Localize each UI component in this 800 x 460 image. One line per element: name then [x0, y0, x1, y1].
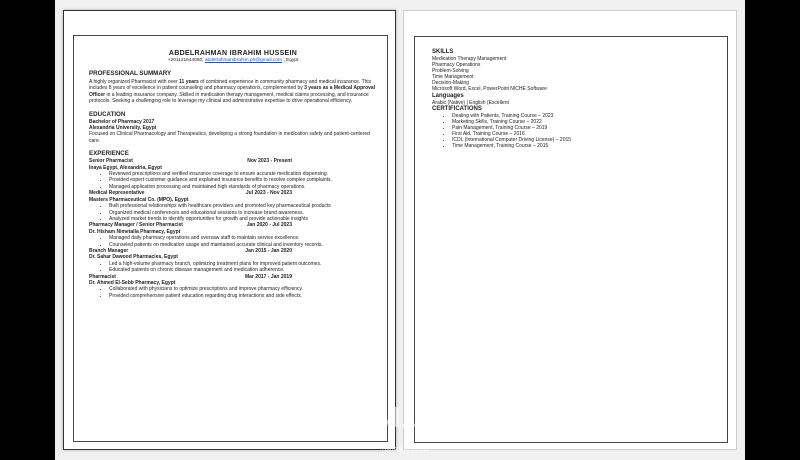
- job-bullet: • Led a high-volume pharmacy branch, optimizing treatment plans for improved patient outcomes.: [109, 261, 377, 267]
- certification-item: • Dealing with Patients, Training Course – 2023: [452, 113, 717, 119]
- job-company: Masters Pharmaceutical Co. (MPO), Egypt: [89, 196, 189, 203]
- job-bullet: • Educated patients on chronic disease management and medication adherence.: [109, 267, 377, 273]
- education-heading: EDUCATION: [89, 110, 126, 118]
- job-dates: Nov 2023 - Present: [247, 158, 292, 165]
- education-focus: Focused on Clinical Pharmacology and Therapeutics, developing a strong foundation in medication safety and patient-centered care.: [89, 131, 370, 144]
- languages: Arabic (Native) | English (Excellent: [432, 99, 509, 106]
- job-bullet: • Collaborated with physicians to optimize prescriptions and improve pharmacy efficiency.: [109, 286, 377, 292]
- skill-item: Pharmacy Operations: [432, 62, 481, 69]
- job-bullet: • Reviewed prescriptions and verified insurance coverage to ensure accurate medication dispensing.: [109, 171, 377, 177]
- job-title: Branch Manager: [89, 247, 129, 254]
- page-1-content: [89, 50, 377, 299]
- job-dates: Jul 2023 - Nov 2023: [245, 190, 292, 197]
- job-dates: Jan 2015 - Jan 2020: [245, 247, 292, 254]
- job-title: Senior Pharmacist: [89, 158, 133, 165]
- page-1-border: [73, 35, 388, 442]
- skill-item: Microsoft Word, Excel, PowerPoint NICHE Software: [432, 86, 547, 93]
- contact-line: [89, 58, 377, 64]
- job-company: Dr. Hisham Nimetalla Pharmacy, Egypt: [89, 228, 181, 235]
- certification-item: • Time Management, Training Course – 2015: [452, 143, 717, 149]
- job-company: Dr. Sahar Dawood Pharmacies, Egypt: [89, 254, 178, 261]
- watermark-url: nafezly.com: [381, 444, 429, 454]
- experience-list: [89, 158, 377, 299]
- job-bullets: [89, 286, 377, 299]
- degree: Bachelor of Pharmacy 2017: [89, 118, 155, 125]
- certifications-list: [432, 113, 717, 150]
- job-company: Inaya Egypt, Alexandria, Egypt: [89, 164, 162, 171]
- certification-item: • First Aid, Training Course – 2016: [452, 131, 717, 137]
- resume-page-1: [63, 10, 396, 450]
- job-dates: Mar 2017 - Jan 2019: [245, 273, 292, 280]
- certification-item: • Pain Management, Training Course – 2019: [452, 125, 717, 131]
- experience-heading: EXPERIENCE: [89, 150, 129, 158]
- certification-item: • Marketing Skills, Training Course – 2022: [452, 119, 717, 125]
- job-title: Pharmacy Manager / Senior Pharmacist: [89, 222, 183, 229]
- job-bullets: [89, 171, 377, 190]
- location: ; Egypt: [283, 58, 299, 63]
- job-bullet: • Managed application processing and maintained high standards of pharmacy operations.: [109, 184, 377, 190]
- skill-item: Decision-Making: [432, 80, 469, 87]
- page-2-border: [414, 36, 728, 443]
- job-bullet: • Provided comprehensive patient education regarding drug interactions and side effects.: [109, 293, 377, 299]
- job-bullet: • Provided expert customer guidance and explained insurance benefits to resolve complex complaints.: [109, 177, 377, 183]
- document-viewer[interactable]: [55, 0, 745, 460]
- skills-heading: SKILLS: [432, 49, 454, 55]
- skill-item: Problem-Solving: [432, 68, 469, 75]
- phone-number: +201121644060;: [167, 58, 204, 63]
- job-company: Dr. Ahmed El-Sebb Pharmacy, Egypt: [89, 279, 176, 286]
- nafezly-watermark: [350, 404, 460, 460]
- job-bullet: • Counseled patients on medication usage and maintained accurate clinical and inventory records.: [109, 242, 377, 248]
- job-dates: Jan 2020 - Jul 2023: [246, 222, 292, 229]
- page-2-content: [432, 49, 717, 149]
- resume-page-2: [403, 10, 737, 450]
- candidate-name: ABDELRAHMAN IBRAHIM HUSSEIN: [168, 50, 298, 57]
- email-link[interactable]: abdelrahmanibrahim.ph@gmail.com: [204, 58, 282, 63]
- watermark-arabic-logo: نفذلي: [365, 404, 445, 434]
- job-bullets: [89, 203, 377, 222]
- skill-item: Medication Therapy Management: [432, 56, 507, 62]
- skills-list: [432, 56, 717, 93]
- job-bullet: • Built professional relationships with healthcare providers and promoted key pharmaceutical products: [109, 203, 377, 209]
- summary-heading: PROFESSIONAL SUMMARY: [89, 70, 172, 77]
- job-bullet: • Managed daily pharmacy operations and oversaw staff to maintain service excellence.: [109, 235, 377, 241]
- job-title: Pharmacist: [89, 273, 116, 280]
- job-bullet: • Analyzed market trends to identify opportunities for growth and provide actionable insights: [109, 216, 377, 222]
- job-title: Medical Representative: [89, 190, 145, 197]
- summary-text: A highly organized Pharmacist with over 11 years of combined experience in community pharmacy and medical insurance. This includes 8 years of excellence in patient counseling and pharmacy operations, complemented by 3 years as a Medical Approval Officer in a leading insurance company. Skilled in medication therapy management, medical claims processing, and insurance protocols. Seeking a challenging role to leverage my clinical and administrative expertise to drive operational efficiency.: [89, 79, 376, 105]
- university: Alexandria University, Egypt: [89, 125, 157, 132]
- certifications-heading: CERTIFICATIONS: [432, 105, 482, 112]
- job-bullets: [89, 261, 377, 274]
- skill-item: Time Management: [432, 74, 474, 81]
- job-bullets: [89, 235, 377, 248]
- job-bullet: • Organized medical conferences and educational sessions to increase brand awareness.: [109, 210, 377, 216]
- languages-heading: Languages: [432, 92, 464, 99]
- certification-item: • ICDL (International Computer Driving License) – 2015: [452, 137, 717, 143]
